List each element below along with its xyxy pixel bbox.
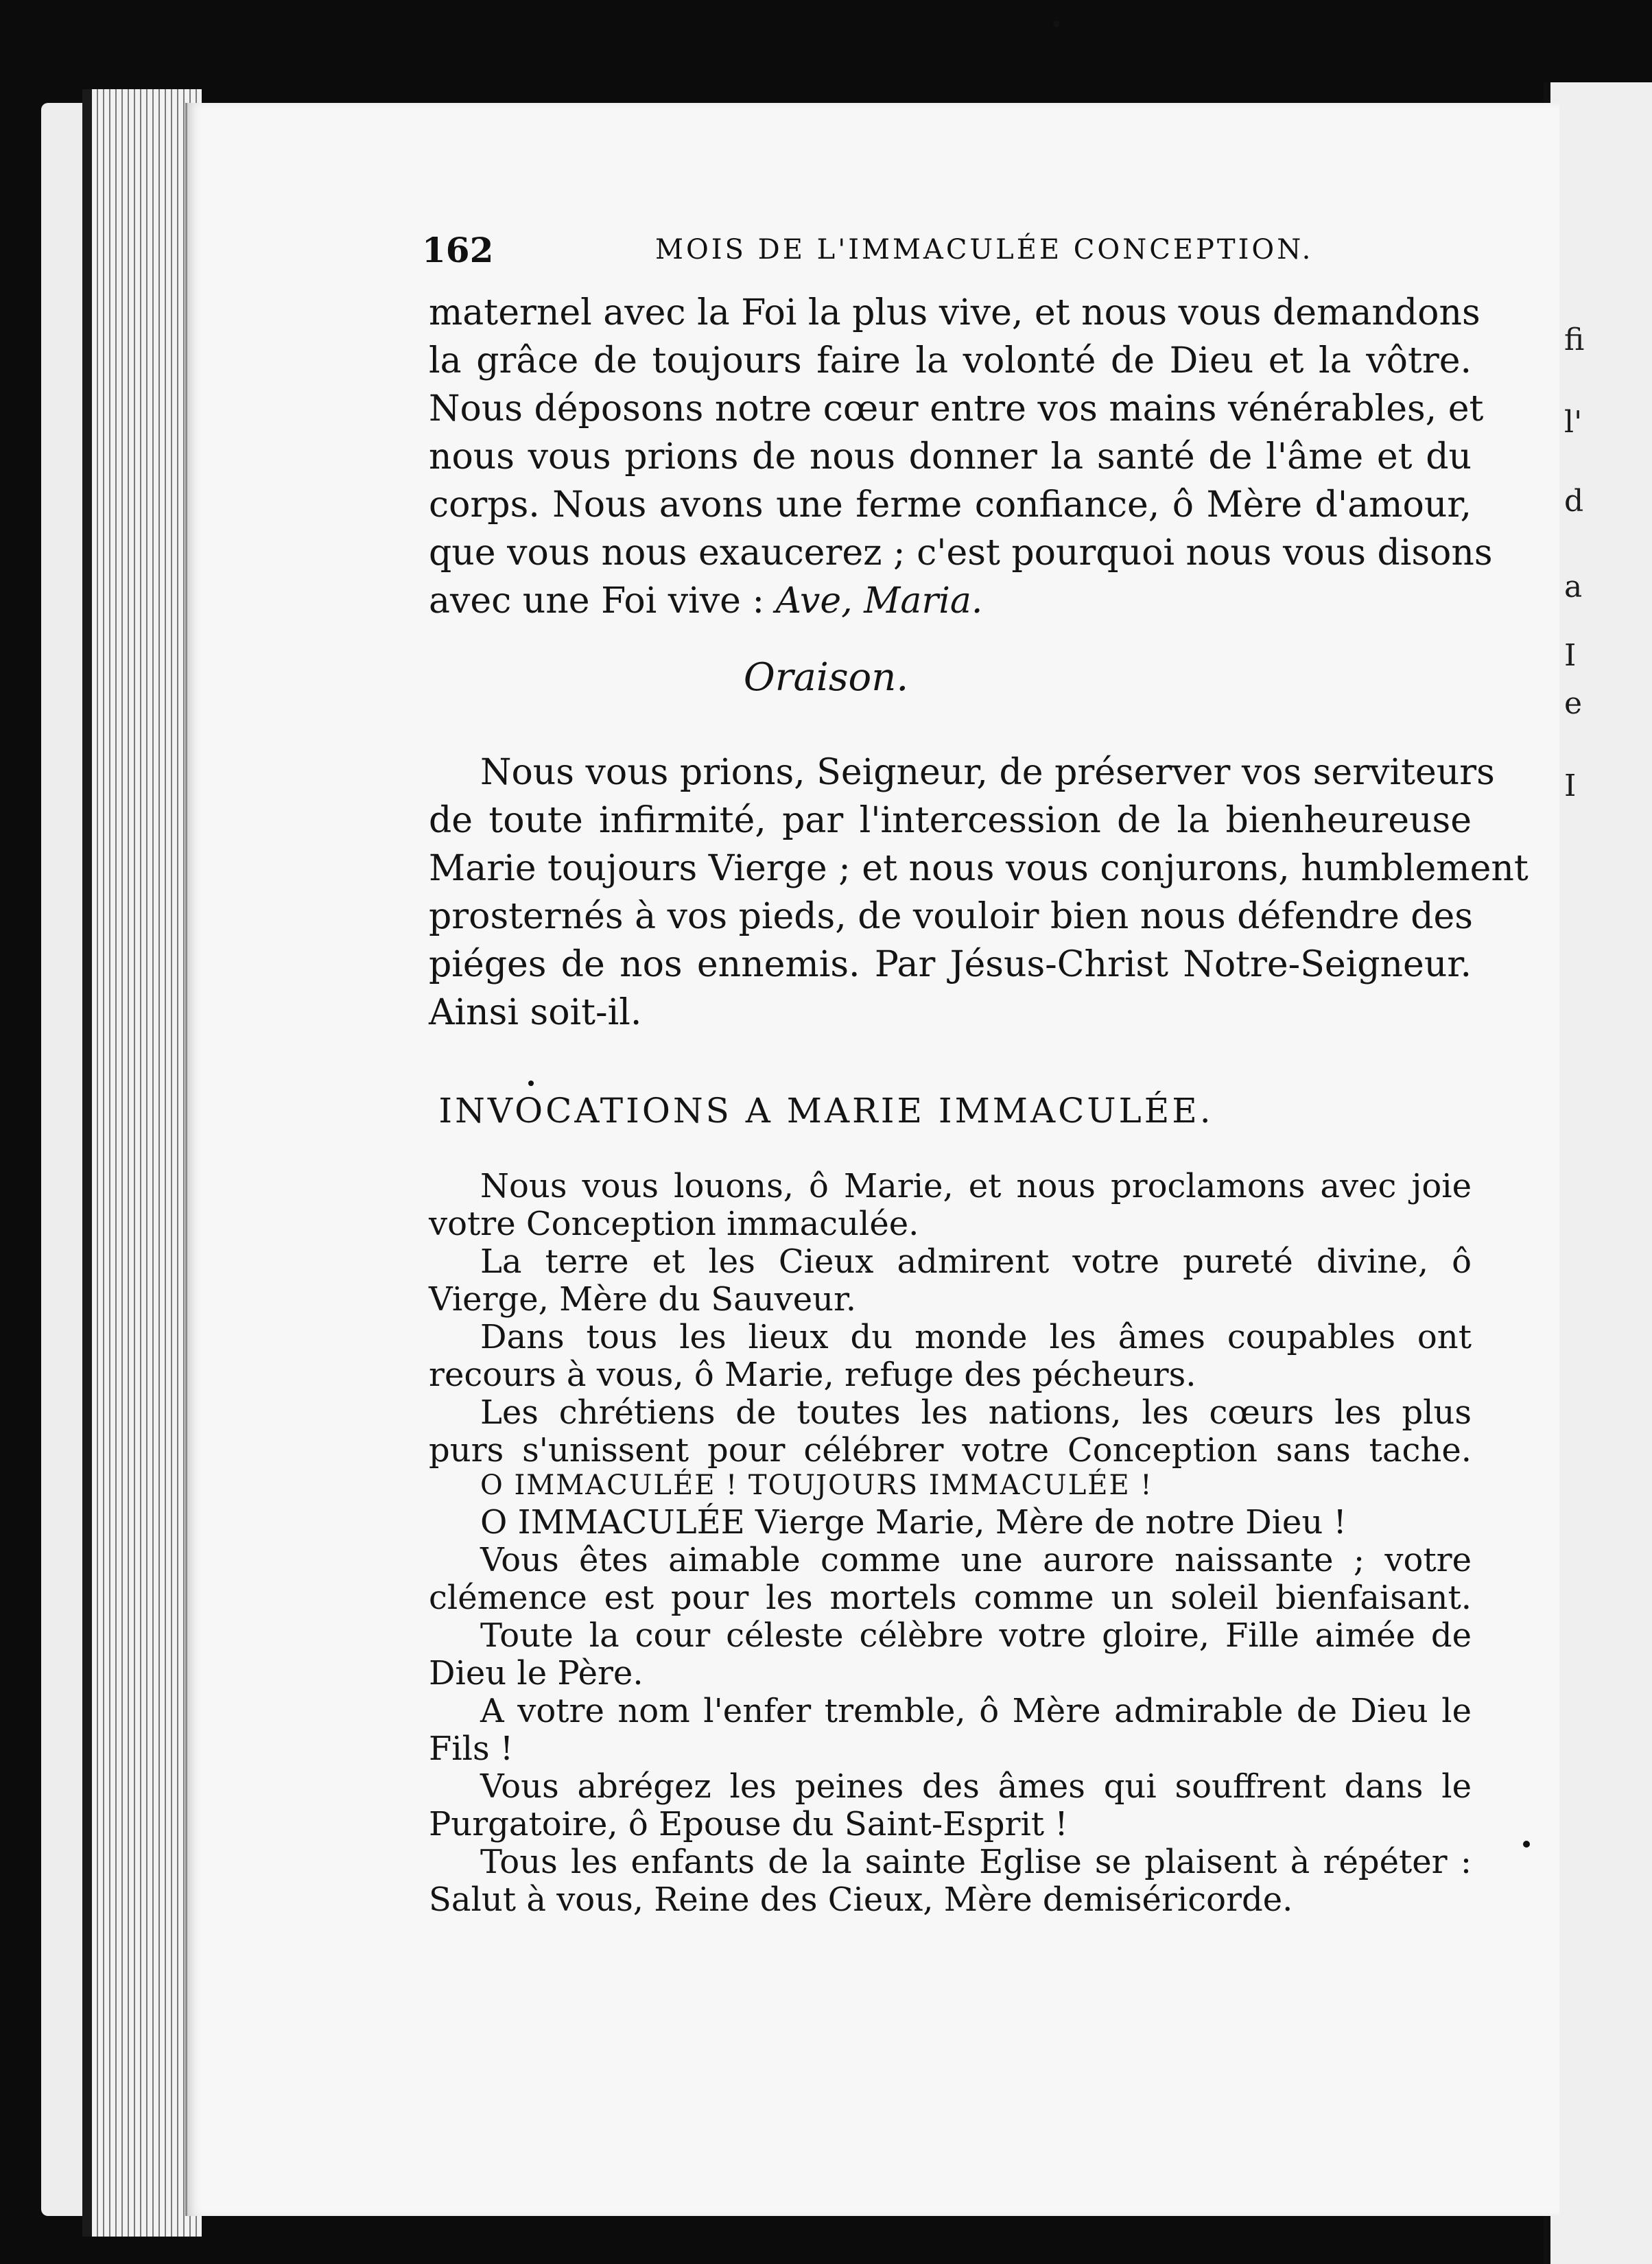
text-line: Ainsi soit-il. xyxy=(429,992,642,1033)
facing-fragment: e xyxy=(1564,686,1583,721)
page-number: 162 xyxy=(422,230,494,270)
facing-fragment: fi xyxy=(1564,322,1585,357)
scan-speck xyxy=(1523,1841,1530,1848)
facing-page xyxy=(1544,82,1652,2264)
invocation-line: Toute la cour céleste célèbre votre gloire, Fille aimée de xyxy=(480,1616,1472,1655)
text-line: prosternés à vos pieds, de vouloir bien nous défendre des xyxy=(429,896,1473,937)
text-line: de toute infirmité, par l'intercession de la bienheureuse xyxy=(429,800,1472,841)
text-line-prefix: avec une Foi vive : xyxy=(429,580,776,622)
invocation-line: O IMMACULÉE Vierge Marie, Mère de notre Dieu ! xyxy=(480,1503,1347,1542)
invocation-line: Les chrétiens de toutes les nations, les cœurs les plus xyxy=(480,1393,1472,1432)
invocation-line: Vous êtes aimable comme une aurore naissante ; votre xyxy=(480,1541,1472,1579)
facing-fragment: a xyxy=(1564,569,1583,604)
text-line: maternel avec la Foi la plus vive, et nous vous demandons xyxy=(429,292,1480,333)
text-line: nous vous prions de nous donner la santé de l'âme et du xyxy=(429,436,1472,477)
invocation-line: Dieu le Père. xyxy=(429,1654,644,1693)
invocation-line: Dans tous les lieux du monde les âmes coupables ont xyxy=(480,1318,1472,1356)
invocation-line: votre Conception immaculée. xyxy=(429,1205,919,1243)
invocations-heading: INVOCATIONS A MARIE IMMACULÉE. xyxy=(438,1091,1214,1131)
running-head xyxy=(422,230,1485,278)
invocation-line: purs s'unissent pour célébrer votre Conception sans tache. xyxy=(429,1431,1472,1470)
facing-fragment: l' xyxy=(1564,405,1583,440)
invocation-line: Salut à vous, Reine des Cieux, Mère demiséricorde. xyxy=(429,1880,1293,1919)
text-line: Marie toujours Vierge ; et nous vous conjurons, humblement xyxy=(429,848,1529,889)
facing-fragment: I xyxy=(1564,768,1577,803)
invocation-line: Vous abrégez les peines des âmes qui souffrent dans le xyxy=(480,1767,1472,1806)
text-line: piéges de nos ennemis. Par Jésus-Christ Notre-Seigneur. xyxy=(429,944,1472,985)
facing-fragment: I xyxy=(1564,638,1577,673)
invocation-line: Nous vous louons, ô Marie, et nous proclamons avec joie xyxy=(480,1167,1472,1205)
invocation-line: recours à vous, ô Marie, refuge des pécheurs. xyxy=(429,1356,1196,1394)
text-line: que vous nous exaucerez ; c'est pourquoi nous vous disons xyxy=(429,532,1493,574)
text-line-last xyxy=(429,580,1472,622)
text-line: Nous déposons notre cœur entre vos mains vénérables, et xyxy=(429,388,1484,429)
facing-fragment: d xyxy=(1564,484,1584,519)
ave-maria-italic: Ave, Maria. xyxy=(775,580,983,622)
oraison-heading: Oraison. xyxy=(743,655,909,700)
invocation-line: O IMMACULÉE ! TOUJOURS IMMACULÉE ! xyxy=(480,1470,1153,1501)
text-line: corps. Nous avons une ferme confiance, ô Mère d'amour, xyxy=(429,484,1472,526)
invocation-line: Purgatoire, ô Epouse du Saint-Esprit ! xyxy=(429,1805,1068,1843)
invocation-line: Tous les enfants de la sainte Eglise se plaisent à répéter : xyxy=(480,1843,1472,1881)
scan-speck xyxy=(528,1081,534,1086)
text-line: Nous vous prions, Seigneur, de préserver vos serviteurs xyxy=(480,752,1495,793)
invocation-line: clémence est pour les mortels comme un soleil bienfaisant. xyxy=(429,1579,1472,1617)
page-stack-edges xyxy=(82,89,202,2237)
text-line: la grâce de toujours faire la volonté de Dieu et la vôtre. xyxy=(429,340,1472,381)
invocation-line: A votre nom l'enfer tremble, ô Mère admirable de Dieu le xyxy=(480,1692,1472,1730)
scan-speck xyxy=(1053,21,1060,27)
invocation-line: La terre et les Cieux admirent votre pureté divine, ô xyxy=(480,1242,1472,1281)
running-title: MOIS DE L'IMMACULÉE CONCEPTION. xyxy=(655,234,1314,266)
invocation-line: Fils ! xyxy=(429,1730,514,1768)
invocation-line: Vierge, Mère du Sauveur. xyxy=(429,1280,857,1319)
